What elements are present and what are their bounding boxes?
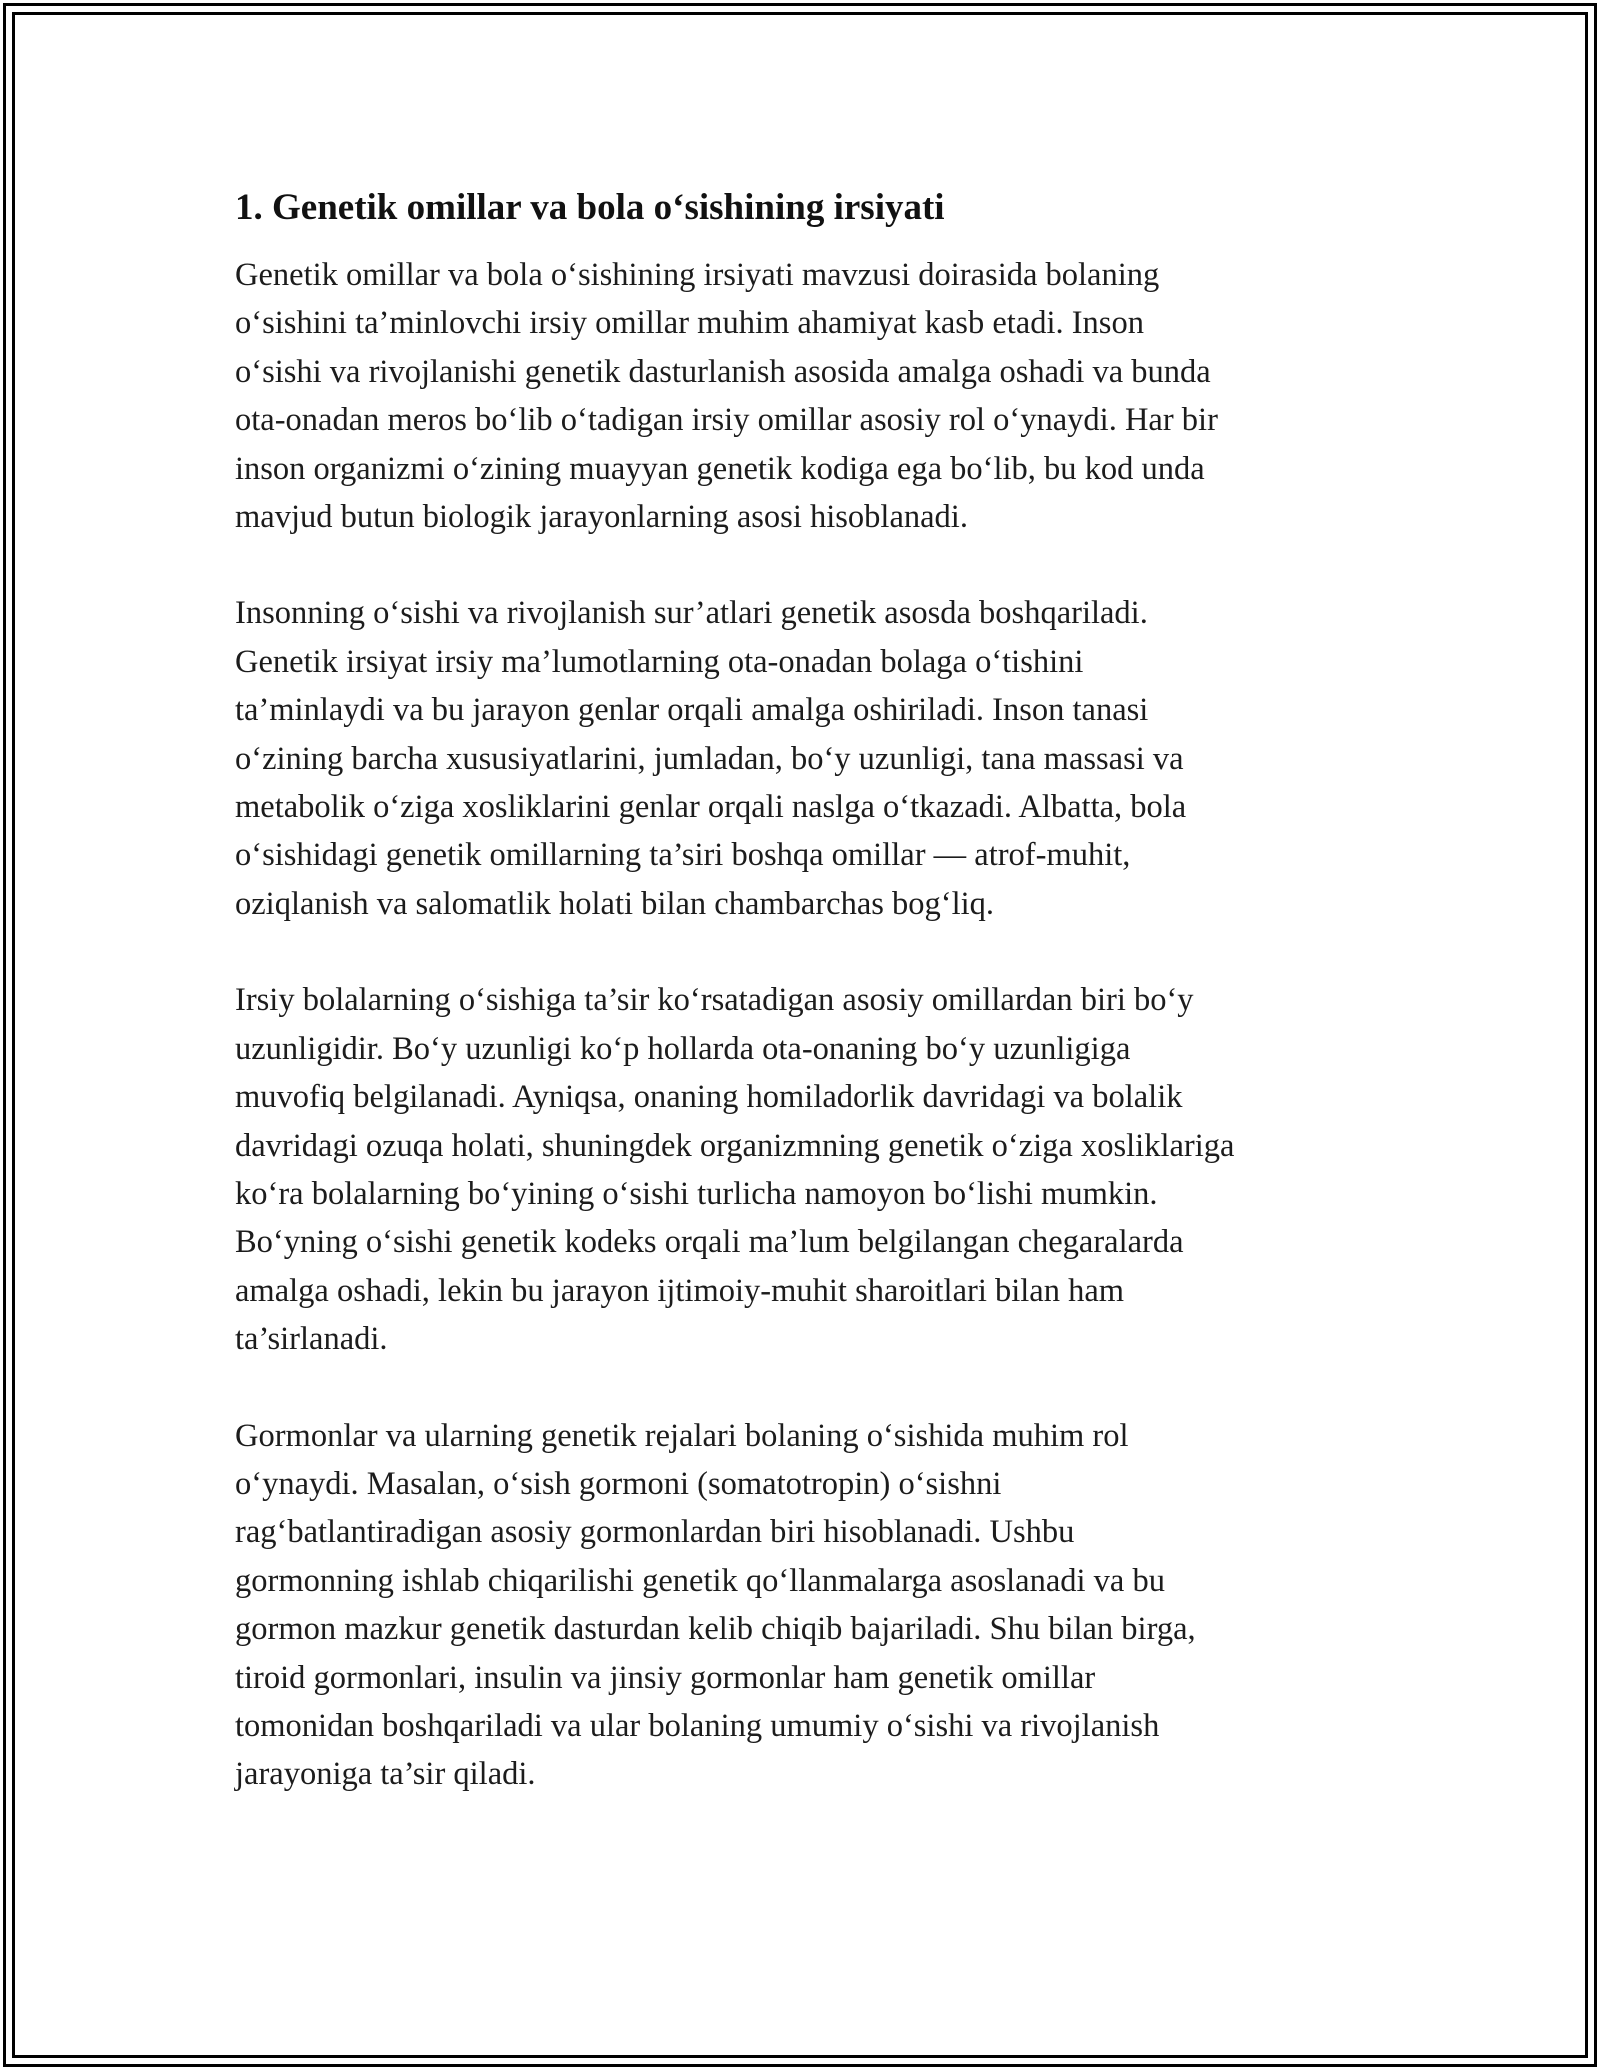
text-line: metabolik o‘ziga xosliklarini genlar orqali naslga o‘tkazadi. Albatta, bola bbox=[235, 789, 1187, 826]
text-line: ko‘ra bolalarning bo‘yining o‘sishi turlicha namoyon bo‘lishi mumkin. bbox=[235, 1175, 1158, 1212]
paragraph-3 bbox=[235, 976, 1370, 1363]
text-line: uzunligidir. Bo‘y uzunligi ko‘p hollarda ota-onaning bo‘y uzunligiga bbox=[235, 1030, 1131, 1067]
text-line: tomonidan boshqariladi va ular bolaning umumiy o‘sishi va rivojlanish bbox=[235, 1707, 1160, 1744]
text-line: ota-onadan meros bo‘lib o‘tadigan irsiy omillar asosiy rol o‘ynaydi. Har bir bbox=[235, 402, 1218, 439]
document-page bbox=[235, 185, 1370, 1847]
paragraph-2 bbox=[235, 589, 1370, 928]
text-line: o‘ynaydi. Masalan, o‘sish gormoni (somatotropin) o‘sishni bbox=[235, 1465, 1002, 1502]
text-line: mavjud butun biologik jarayonlarning asosi hisoblanadi. bbox=[235, 499, 968, 536]
text-line: ta’minlaydi va bu jarayon genlar orqali amalga oshiriladi. Inson tanasi bbox=[235, 692, 1149, 729]
text-line: Insonning o‘sishi va rivojlanish sur’atlari genetik asosda boshqariladi. bbox=[235, 595, 1148, 632]
text-line: o‘zining barcha xususiyatlarini, jumladan, bo‘y uzunligi, tana massasi va bbox=[235, 740, 1184, 777]
text-line: Genetik omillar va bola o‘sishining irsiyati mavzusi doirasida bolaning bbox=[235, 257, 1160, 293]
text-line: rag‘batlantiradigan asosiy gormonlardan biri hisoblanadi. Ushbu bbox=[235, 1514, 1075, 1551]
text-line: o‘sishi va rivojlanishi genetik dasturlanish asosida amalga oshadi va bunda bbox=[235, 353, 1211, 390]
text-line: Bo‘yning o‘sishi genetik kodeks orqali ma’lum belgilangan chegaralarda bbox=[235, 1224, 1184, 1261]
text-line: tiroid gormonlari, insulin va jinsiy gormonlar ham genetik omillar bbox=[235, 1659, 1096, 1696]
text-line: davridagi ozuqa holati, shuningdek organizmning genetik o‘ziga xosliklariga bbox=[235, 1127, 1235, 1164]
text-line: Genetik irsiyat irsiy ma’lumotlarning ota-onadan bolaga o‘tishini bbox=[235, 643, 1084, 680]
text-line: Gormonlar va ularning genetik rejalari bolaning o‘sishida muhim rol bbox=[235, 1417, 1129, 1454]
text-line: muvofiq belgilanadi. Ayniqsa, onaning homiladorlik davridagi va bolalik bbox=[235, 1079, 1183, 1116]
paragraph-1 bbox=[235, 251, 1370, 541]
text-line: ta’sirlanadi. bbox=[235, 1321, 388, 1358]
text-line: o‘sishini ta’minlovchi irsiy omillar muhim ahamiyat kasb etadi. Inson bbox=[235, 305, 1144, 342]
text-line: o‘sishidagi genetik omillarning ta’siri boshqa omillar — atrof-muhit, bbox=[235, 837, 1131, 874]
text-line: oziqlanish va salomatlik holati bilan chambarchas bog‘liq. bbox=[235, 885, 995, 922]
text-line: amalga oshadi, lekin bu jarayon ijtimoiy-muhit sharoitlari bilan ham bbox=[235, 1272, 1125, 1309]
text-line: gormonning ishlab chiqarilishi genetik qo‘llanmalarga asoslanadi va bu bbox=[235, 1562, 1165, 1599]
text-line: jarayoniga ta’sir qiladi. bbox=[235, 1756, 536, 1793]
paragraph-4 bbox=[235, 1412, 1370, 1799]
document-title: 1. Genetik omillar va bola o‘sishining irsiyati bbox=[235, 187, 945, 228]
text-line: inson organizmi o‘zining muayyan genetik kodiga ega bo‘lib, bu kod unda bbox=[235, 450, 1205, 487]
text-line: gormon mazkur genetik dasturdan kelib chiqib bajariladi. Shu bilan birga, bbox=[235, 1611, 1196, 1648]
text-line: Irsiy bolalarning o‘sishiga ta’sir ko‘rsatadigan asosiy omillardan biri bo‘y bbox=[235, 982, 1194, 1019]
